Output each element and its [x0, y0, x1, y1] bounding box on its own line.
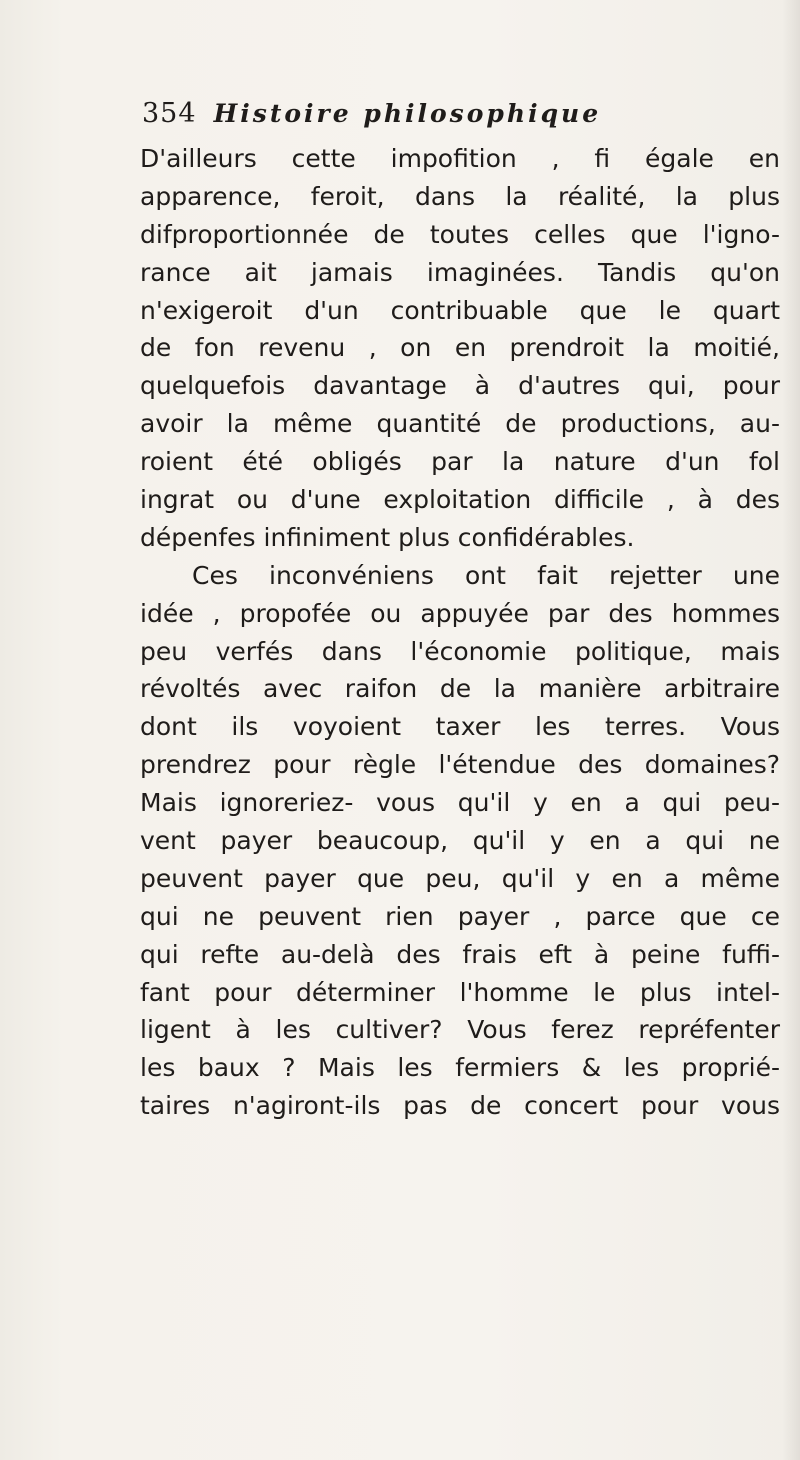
text-line: de fon revenu , on en prendroit la moitié,	[140, 333, 780, 363]
text-line: idée , propofée ou appuyée par des hommes	[140, 598, 780, 628]
body-text	[140, 140, 780, 1125]
text-line: dont ils voyoient taxer les terres. Vous	[140, 712, 780, 742]
text-line: n'exigeroit d'un contribuable que le quart	[140, 295, 780, 325]
text-line: rance ait jamais imaginées. Tandis qu'on	[140, 257, 780, 287]
text-line: avoir la même quantité de productions, au-	[140, 409, 780, 439]
text-line: apparence, feroit, dans la réalité, la plus	[140, 181, 780, 211]
paragraph	[140, 140, 780, 557]
text-line: roient été obligés par la nature d'un fol	[140, 447, 780, 477]
text-line: ingrat ou d'une exploitation difficile , à des	[140, 485, 780, 515]
text-line: ligent à les cultiver? Vous ferez repréfenter	[140, 1015, 780, 1045]
text-line: qui refte au-delà des frais eft à peine fuffi-	[140, 939, 780, 969]
text-line: quelquefois davantage à d'autres qui, pour	[140, 371, 780, 401]
text-line: les baux ? Mais les fermiers & les proprié-	[140, 1053, 780, 1083]
text-line: fant pour déterminer l'homme le plus intel-	[140, 977, 780, 1007]
running-head	[142, 98, 782, 134]
text-line: taires n'agiront-ils pas de concert pour vous	[140, 1091, 780, 1121]
text-line: difproportionnée de toutes celles que l'igno-	[140, 219, 780, 249]
running-title: Histoire philosophique	[213, 99, 602, 128]
text-line: D'ailleurs cette impofition , fi égale en	[140, 144, 780, 173]
page-number: 354	[142, 98, 197, 129]
text-line: peuvent payer que peu, qu'il y en a même	[140, 863, 780, 893]
paragraph	[140, 557, 780, 1125]
text-line: Mais ignoreriez- vous qu'il y en a qui peu-	[140, 788, 780, 818]
text-line: qui ne peuvent rien payer , parce que ce	[140, 901, 780, 931]
text-line: vent payer beaucoup, qu'il y en a qui ne	[140, 826, 780, 856]
text-line: peu verfés dans l'économie politique, mais	[140, 636, 780, 666]
page-edge-shadow	[782, 0, 800, 1460]
text-line: prendrez pour règle l'étendue des domaines?	[140, 750, 780, 780]
text-line: révoltés avec raifon de la manière arbitraire	[140, 674, 780, 704]
text-line: dépenfes infiniment plus confidérables.	[140, 522, 635, 552]
text-line: Ces inconvéniens ont fait rejetter une	[192, 560, 780, 590]
